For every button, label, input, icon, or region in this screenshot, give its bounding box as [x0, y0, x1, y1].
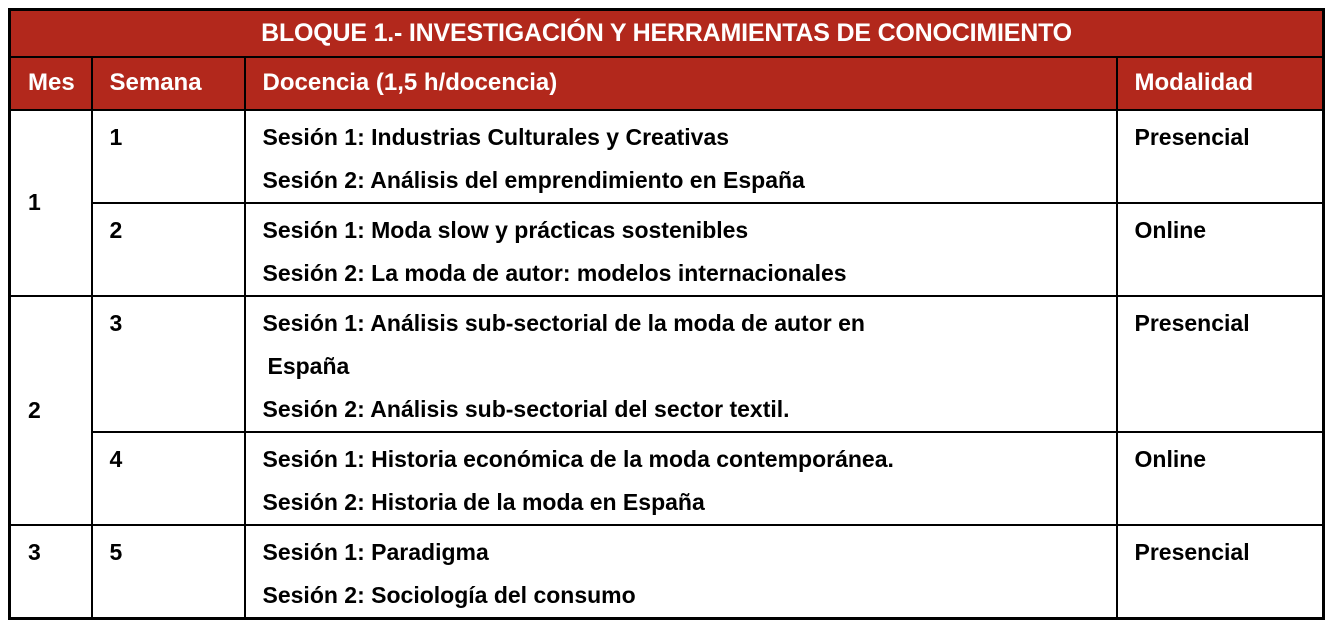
modalidad-cell: Presencial — [1117, 110, 1324, 203]
session-line: Sesión 1: Moda slow y prácticas sostenibles — [262, 216, 749, 243]
modalidad-cell: Presencial — [1117, 296, 1324, 432]
docencia-cell — [245, 296, 1117, 432]
table-row — [10, 110, 1324, 203]
session-line: Sesión 2: Análisis del emprendimiento en España — [262, 166, 805, 193]
column-header-row — [10, 57, 1324, 110]
modalidad-cell: Online — [1117, 432, 1324, 525]
table-row — [10, 432, 1324, 525]
column-header-modalidad: Modalidad — [1117, 57, 1324, 110]
docencia-cell — [245, 203, 1117, 296]
docencia-cell — [245, 432, 1117, 525]
session-line: Sesión 1: Historia económica de la moda contemporánea. — [262, 445, 894, 472]
semana-cell: 4 — [92, 432, 245, 525]
mes-cell: 2 — [10, 296, 92, 525]
table-row — [10, 525, 1324, 619]
session-line: Sesión 2: Análisis sub-sectorial del sector textil. — [262, 395, 790, 422]
session-line: Sesión 2: La moda de autor: modelos internacionales — [262, 259, 847, 286]
column-header-mes: Mes — [10, 57, 92, 110]
docencia-cell — [245, 525, 1117, 619]
table-row — [10, 203, 1324, 296]
docencia-cell — [245, 110, 1117, 203]
session-line: Sesión 1: Industrias Culturales y Creativas — [262, 123, 730, 150]
banner-row — [10, 10, 1324, 57]
semana-cell: 1 — [92, 110, 245, 203]
session-line: Sesión 2: Sociología del consumo — [262, 581, 636, 608]
session-line: Sesión 2: Historia de la moda en España — [262, 488, 705, 515]
table-row — [10, 296, 1324, 432]
mes-cell: 1 — [10, 110, 92, 296]
semana-cell: 5 — [92, 525, 245, 619]
table-title: BLOQUE 1.- INVESTIGACIÓN Y HERRAMIENTAS DE CONOCIMIENTO — [10, 10, 1324, 57]
schedule-table — [8, 8, 1325, 620]
session-line: Sesión 1: Paradigma — [262, 538, 489, 565]
modalidad-cell: Online — [1117, 203, 1324, 296]
mes-cell: 3 — [10, 525, 92, 619]
column-header-semana: Semana — [92, 57, 245, 110]
semana-cell: 2 — [92, 203, 245, 296]
session-line: España — [267, 352, 350, 379]
modalidad-cell: Presencial — [1117, 525, 1324, 619]
session-line: Sesión 1: Análisis sub-sectorial de la moda de autor en — [262, 309, 865, 336]
column-header-docencia: Docencia (1,5 h/docencia) — [245, 57, 1117, 110]
semana-cell: 3 — [92, 296, 245, 432]
